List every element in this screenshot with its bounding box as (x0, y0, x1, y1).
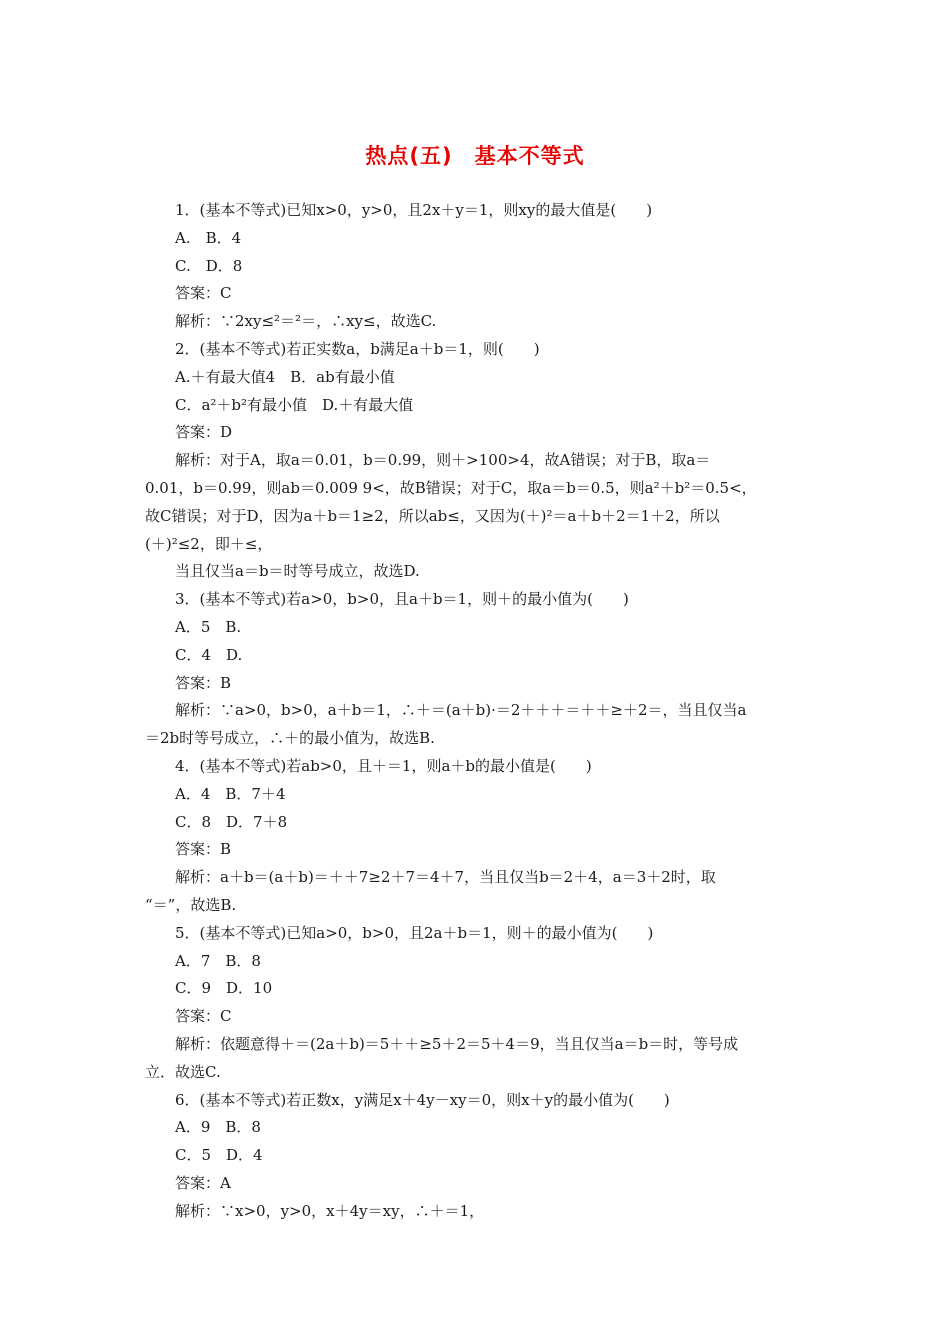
question-4-answer: 答案：B (175, 840, 232, 859)
question-6-stem: 6．(基本不等式)若正数x，y满足x＋4y－xy＝0，则x＋y的最小值为( ) (175, 1090, 670, 1109)
question-4-solution-line-2: “＝”，故选B. (145, 895, 237, 914)
question-2-options-cd: C．a²＋b²有最小值 D.＋有最大值 (175, 395, 414, 414)
question-5-options-cd: C．9 D．10 (175, 979, 273, 998)
question-3-answer: 答案：B (175, 673, 232, 692)
question-1-options-cd: C. D．8 (175, 256, 243, 275)
question-4-options-cd: C．8 D．7＋8 (175, 812, 288, 831)
question-2-answer: 答案：D (175, 423, 233, 442)
question-2-solution-line-5: 当且仅当a＝b＝时等号成立，故选D. (175, 562, 420, 581)
question-6-options-cd: C．5 D．4 (175, 1146, 263, 1165)
question-6-answer: 答案：A (175, 1173, 231, 1192)
question-6-options-ab: A．9 B．8 (175, 1118, 261, 1137)
question-2-solution-line-3: 故C错误；对于D，因为a＋b＝1≥2，所以ab≤，又因为(＋)²＝a＋b＋2＝1＋2，所以 (145, 506, 720, 525)
question-5-answer: 答案：C (175, 1007, 232, 1026)
question-5-options-ab: A．7 B．8 (175, 951, 261, 970)
question-3-options-cd: C．4 D. (175, 645, 243, 664)
question-3-solution-line-1: 解析：∵a>0，b>0，a＋b＝1，∴＋＝(a＋b)·＝2＋＋＋＝＋＋≥＋2＝，当且仅当a (175, 701, 747, 720)
question-2-solution-line-4: (＋)²≤2，即＋≤， (145, 534, 273, 553)
question-4-solution-line-1: 解析：a＋b＝(a＋b)＝＋＋7≥2＋7＝4＋7，当且仅当b＝2＋4，a＝3＋2时，取 (175, 868, 716, 887)
question-1-options-ab: A. B．4 (175, 228, 242, 247)
question-1-answer: 答案：C (175, 284, 232, 303)
question-5-stem: 5．(基本不等式)已知a>0，b>0，且2a＋b＝1，则＋的最小值为( ) (175, 923, 654, 942)
question-4-options-ab: A．4 B．7＋4 (175, 784, 286, 803)
question-2-solution-line-2: 0.01，b＝0.99，则ab＝0.009 9<，故B错误；对于C，取a＝b＝0.5，则a²＋b²＝0.5<， (145, 478, 757, 497)
question-3-options-ab: A．5 B. (175, 617, 242, 636)
question-1-stem: 1．(基本不等式)已知x>0，y>0，且2x＋y＝1，则xy的最大值是( ) (175, 201, 653, 219)
question-4-stem: 4．(基本不等式)若ab>0，且＋＝1，则a＋b的最小值是( ) (175, 756, 592, 775)
question-2-options-ab: A.＋有最大值4 B．ab有最小值 (175, 367, 395, 386)
question-1-solution: 解析：∵2xy≤²＝²＝，∴xy≤，故选C. (175, 312, 437, 331)
question-3-solution-line-2: ＝2b时等号成立，∴＋的最小值为，故选B. (145, 729, 435, 748)
question-2-stem: 2．(基本不等式)若正实数a，b满足a＋b＝1，则( ) (175, 339, 540, 358)
page-title: 热点(五) 基本不等式 (365, 144, 585, 168)
question-3-stem: 3．(基本不等式)若a>0，b>0，且a＋b＝1，则＋的最小值为( ) (175, 590, 629, 609)
question-6-solution-line-1: 解析：∵x>0，y>0，x＋4y＝xy，∴＋＝1， (175, 1201, 485, 1220)
question-5-solution-line-2: 立．故选C. (145, 1062, 221, 1081)
question-2-solution-line-1: 解析：对于A，取a＝0.01，b＝0.99，则＋>100>4，故A错误；对于B，取a＝ (175, 451, 711, 470)
document-body (145, 197, 807, 1225)
question-5-solution-line-1: 解析：依题意得＋＝(2a＋b)＝5＋＋≥5＋2＝5＋4＝9，当且仅当a＝b＝时，等号成 (175, 1034, 739, 1053)
